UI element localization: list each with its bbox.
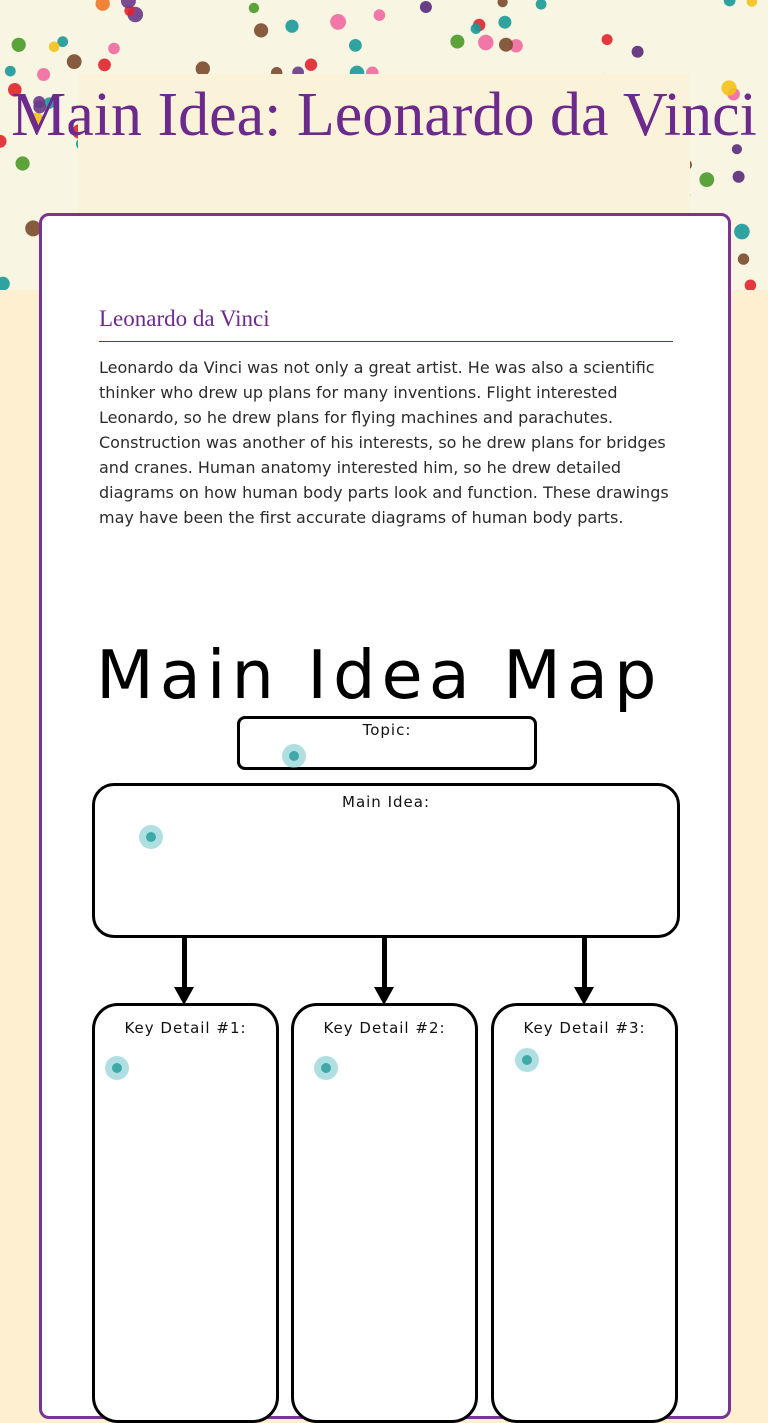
- confetti-dot: [330, 14, 346, 30]
- confetti-dot: [49, 42, 60, 53]
- passage-text: Leonardo da Vinci was not only a great artist. He was also a scientific thinker who drew up plans for many inventions. Flight interested Leonardo, so he drew plans for flying machines and parachutes. Construction was another of his interests, so he drew plans for bridges and cranes. Human anatomy interested him, so he drew detailed diagrams on how human body parts look and function. These drawings may have been the first accurate diagrams of human body parts.: [99, 358, 669, 527]
- topic-label: Topic:: [362, 721, 412, 739]
- confetti-dot: [471, 24, 482, 35]
- confetti-dot: [98, 59, 111, 72]
- confetti-dot: [478, 35, 493, 50]
- confetti-dot: [108, 43, 120, 55]
- arrow-down-icon: [572, 935, 596, 1007]
- page-title: Main Idea: Leonardo da Vinci: [11, 81, 757, 149]
- confetti-dot: [699, 172, 714, 187]
- key-detail-2-answer-hotspot[interactable]: [314, 1056, 338, 1080]
- confetti-dot: [734, 224, 750, 240]
- key-detail-1-answer-hotspot[interactable]: [105, 1056, 129, 1080]
- confetti-dot: [305, 58, 317, 70]
- key-detail-label-3: Key Detail #3:: [523, 1019, 646, 1037]
- confetti-dot: [12, 38, 26, 52]
- confetti-dot: [349, 39, 362, 52]
- main-idea-map-title: Main Idea Map: [96, 636, 663, 714]
- confetti-dot: [738, 253, 749, 264]
- worksheet-card: [39, 213, 731, 1419]
- topic-answer-hotspot[interactable]: [282, 744, 306, 768]
- confetti-dot: [450, 35, 464, 49]
- confetti-dot: [285, 20, 298, 33]
- main-idea-answer-hotspot[interactable]: [139, 825, 163, 849]
- main-idea-box: [92, 783, 680, 938]
- passage-heading: Leonardo da Vinci: [99, 306, 673, 342]
- arrow-down-icon: [172, 935, 196, 1007]
- confetti-dot: [5, 66, 16, 77]
- confetti-dot: [632, 46, 644, 58]
- confetti-dot: [733, 171, 745, 183]
- main-idea-label: Main Idea:: [342, 793, 430, 811]
- arrow-down-icon: [372, 935, 396, 1007]
- confetti-dot: [602, 34, 613, 45]
- confetti-dot: [374, 9, 386, 21]
- topic-box: [237, 716, 537, 770]
- confetti-dot: [254, 23, 268, 37]
- key-detail-label-1: Key Detail #1:: [124, 1019, 247, 1037]
- confetti-dot: [499, 38, 513, 52]
- confetti-dot: [16, 156, 30, 170]
- confetti-dot: [249, 3, 259, 13]
- key-detail-3-answer-hotspot[interactable]: [515, 1048, 539, 1072]
- key-detail-label-2: Key Detail #2:: [323, 1019, 446, 1037]
- confetti-dot: [498, 16, 511, 29]
- confetti-dot: [67, 54, 82, 69]
- confetti-dot: [420, 1, 432, 13]
